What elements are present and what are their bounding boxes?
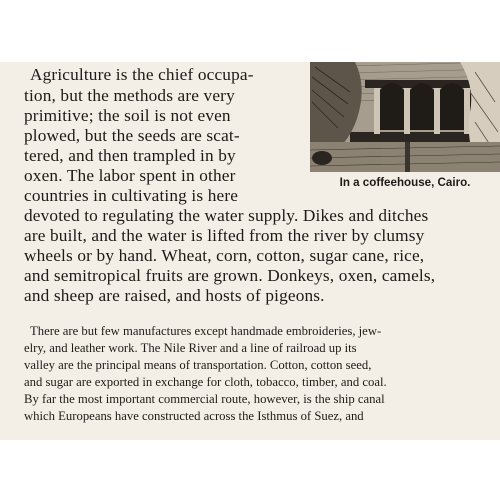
text-line: By far the most important commercial route, however, is the ship canal bbox=[24, 392, 385, 406]
text-line: and sugar are exported in exchange for cloth, tobacco, timber, and coal. bbox=[24, 375, 387, 389]
text-line: are built, and the water is lifted from the river by clumsy bbox=[24, 226, 425, 245]
text-line: wheels or by hand. Wheat, corn, cotton, sugar cane, rice, bbox=[24, 246, 425, 265]
text-line: and sheep are raised, and hosts of pigeons. bbox=[24, 286, 325, 305]
text-line: tion, but the methods are very bbox=[24, 86, 235, 105]
text-line: Agriculture is the chief occupa- bbox=[30, 65, 254, 84]
text-line: which Europeans have constructed across the Isthmus of Suez, and bbox=[24, 409, 364, 423]
text-line: and semitropical fruits are grown. Donkeys, oxen, camels, bbox=[24, 266, 436, 285]
text-line: oxen. The labor spent in other bbox=[24, 166, 236, 185]
text-line: tered, and then trampled in by bbox=[24, 146, 236, 165]
text-line: countries in cultivating is here bbox=[24, 186, 239, 205]
text-line: primitive; the soil is not even bbox=[24, 106, 231, 125]
text-line: There are but few manufactures except handmade embroideries, jew- bbox=[30, 324, 382, 338]
text-line: devoted to regulating the water supply. Dikes and ditches bbox=[24, 206, 429, 225]
text-line: valley are the principal means of transportation. Cotton, cotton seed, bbox=[24, 358, 372, 372]
text-line: plowed, but the seeds are scat- bbox=[24, 126, 240, 145]
text-line: elry, and leather work. The Nile River and a line of railroad up its bbox=[24, 341, 357, 355]
figure-caption: In a coffeehouse, Cairo. bbox=[339, 176, 471, 189]
